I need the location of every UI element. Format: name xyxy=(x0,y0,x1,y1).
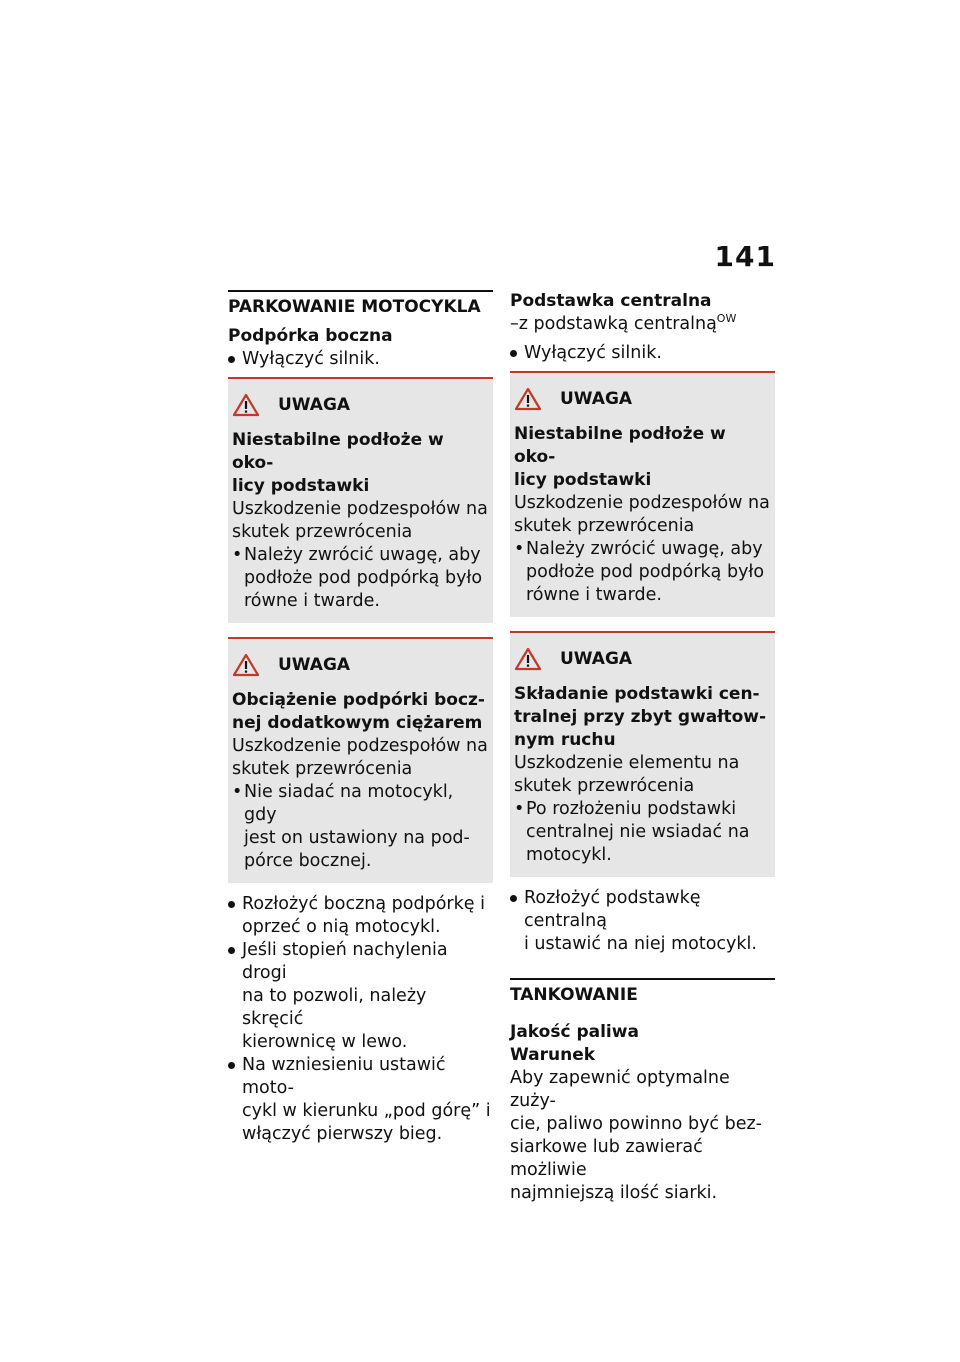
warning-note-4 xyxy=(510,631,775,877)
warning-triangle-icon xyxy=(232,653,260,677)
step-item xyxy=(510,887,775,956)
step-line: włączyć pierwszy bieg. xyxy=(242,1124,443,1144)
warning-text-line: skutek przewrócenia xyxy=(514,776,695,796)
right-column xyxy=(510,290,775,1205)
step-line: kierownicę w lewo. xyxy=(242,1032,408,1052)
section-title-parking: PARKOWANIE MOTOCYKLA xyxy=(228,290,493,319)
step-line: Jeśli stopień nachylenia drogi xyxy=(242,940,448,983)
warning-bullet-line: motocykl. xyxy=(526,845,612,865)
warning-bullet-line: • Należy zwrócić uwagę, aby xyxy=(526,539,763,559)
step-item xyxy=(228,893,493,939)
condition-line xyxy=(510,313,775,336)
paragraph-line: cie, paliwo powinno być bez- xyxy=(510,1114,762,1134)
step-engine-off: Wyłączyć silnik. xyxy=(510,342,775,365)
warning-bullet-line: podłoże pod podpórką było xyxy=(244,568,483,588)
warning-text-line: skutek przewrócenia xyxy=(514,516,695,536)
warning-text-line: Uszkodzenie podzespołów na xyxy=(232,736,488,756)
warning-bullet-line: pórce bocznej. xyxy=(244,851,372,871)
warning-title-line: licy podstawki xyxy=(514,470,652,490)
warning-bullet xyxy=(232,544,489,613)
warning-bullet-line: • Nie siadać na motocykl, gdy xyxy=(244,782,454,825)
warning-bullet-line: równe i twarde. xyxy=(244,591,380,611)
warning-title-line: Niestabilne podłoże w oko- xyxy=(514,424,726,467)
warning-title-line: Obciążenie podpórki bocz- xyxy=(232,690,485,710)
warning-text-line: Uszkodzenie podzespołów na xyxy=(514,493,770,513)
warning-bullet-line: • Po rozłożeniu podstawki xyxy=(526,799,737,819)
warning-text-line: skutek przewrócenia xyxy=(232,759,413,779)
page-number: 141 xyxy=(714,240,776,273)
step-line: oprzeć o nią motocykl. xyxy=(242,917,441,937)
warning-bullet-line: centralnej nie wsiadać na xyxy=(526,822,750,842)
warning-text-line: skutek przewrócenia xyxy=(232,522,413,542)
paragraph-line: Aby zapewnić optymalne zuży- xyxy=(510,1068,730,1111)
warning-bullet-line: równe i twarde. xyxy=(526,585,662,605)
warning-label: UWAGA xyxy=(560,648,633,669)
warning-title-line: Składanie podstawki cen- xyxy=(514,684,760,704)
step-item xyxy=(228,1054,493,1146)
warning-bullet-line: • Należy zwrócić uwagę, aby xyxy=(244,545,481,565)
left-column xyxy=(228,290,493,1146)
section-title-refuelling: TANKOWANIE xyxy=(510,978,775,1007)
step-line: Rozłożyć boczną podpórkę i xyxy=(242,894,485,914)
paragraph-line: najmniejszą ilość siarki. xyxy=(510,1183,718,1203)
paragraph-line: siarkowe lub zawierać możliwie xyxy=(510,1137,703,1180)
subhead-requirement: Warunek xyxy=(510,1045,596,1065)
warning-bullet xyxy=(514,798,771,867)
warning-title-line: nej dodatkowym ciężarem xyxy=(232,713,483,733)
warning-label: UWAGA xyxy=(278,654,351,675)
warning-bullet xyxy=(514,538,771,607)
warning-note-2 xyxy=(228,637,493,883)
warning-note-3 xyxy=(510,371,775,617)
warning-bullet-line: podłoże pod podpórką było xyxy=(526,562,765,582)
subhead-side-stand: Podpórka boczna xyxy=(228,326,393,346)
step-item xyxy=(228,939,493,1054)
warning-text-line: Uszkodzenie elementu na xyxy=(514,753,740,773)
warning-triangle-icon xyxy=(514,647,542,671)
warning-title-line: Niestabilne podłoże w oko- xyxy=(232,430,444,473)
warning-note-1 xyxy=(228,377,493,623)
warning-header xyxy=(514,387,771,411)
subhead-fuel-quality: Jakość paliwa xyxy=(510,1022,639,1042)
step-engine-off: Wyłączyć silnik. xyxy=(228,348,493,371)
warning-bullet xyxy=(232,781,489,873)
warning-triangle-icon xyxy=(232,393,260,417)
step-line: Na wzniesieniu ustawić moto- xyxy=(242,1055,446,1098)
warning-triangle-icon xyxy=(514,387,542,411)
warning-header xyxy=(232,653,489,677)
condition-superscript: OW xyxy=(716,312,737,326)
warning-title-line: tralnej przy zbyt gwałtow- xyxy=(514,707,767,727)
condition-text: –z podstawką centralną xyxy=(510,314,717,334)
subhead-center-stand: Podstawka centralna xyxy=(510,291,712,311)
warning-title-line: nym ruchu xyxy=(514,730,616,750)
step-line: Rozłożyć podstawkę centralną xyxy=(524,888,701,931)
warning-label: UWAGA xyxy=(560,388,633,409)
step-line: cykl w kierunku „pod górę” i xyxy=(242,1101,491,1121)
warning-bullet-line: jest on ustawiony na pod- xyxy=(244,828,470,848)
warning-header xyxy=(514,647,771,671)
step-line: na to pozwoli, należy skręcić xyxy=(242,986,427,1029)
warning-title-line: licy podstawki xyxy=(232,476,370,496)
warning-label: UWAGA xyxy=(278,394,351,415)
warning-text-line: Uszkodzenie podzespołów na xyxy=(232,499,488,519)
step-line: i ustawić na niej motocykl. xyxy=(524,934,757,954)
warning-header xyxy=(232,393,489,417)
